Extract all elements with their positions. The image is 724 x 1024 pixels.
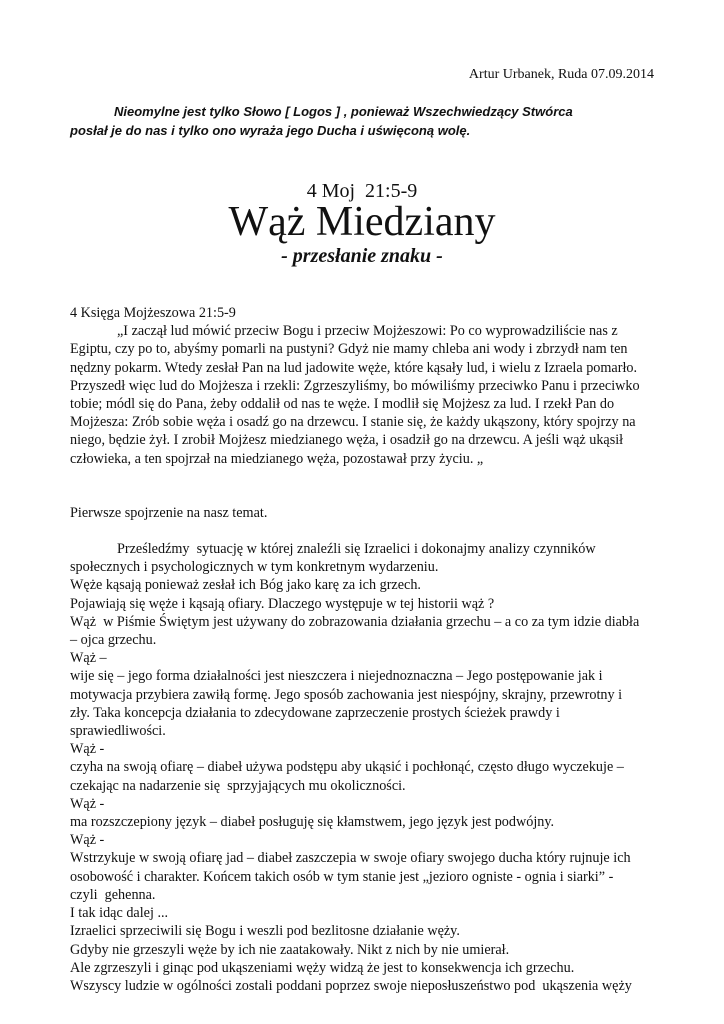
analysis-line: czekając na nadarzenie się sprzyjających mu okoliczności.	[70, 777, 406, 794]
analysis-line: sprawiedliwości.	[70, 723, 166, 740]
analysis-line: Pojawiają się węże i kąsają ofiary. Dlaczego występuje w tej historii wąż ?	[70, 595, 495, 612]
analysis-line: osobowość i charakter. Końcem takich osób w tym stanie jest „jezioro ogniste - ognia i siarki” -	[70, 868, 614, 885]
section-heading: Pierwsze spojrzenie na nasz temat.	[70, 504, 268, 521]
quote-source: 4 Księga Mojżeszowa 21:5-9	[70, 305, 236, 321]
analysis-line: Wąż –	[70, 650, 107, 667]
motto-line-2: posłał je do nas i tylko ono wyraża jego Ducha i uświęconą wolę.	[70, 123, 471, 138]
analysis-line: społecznych i psychologicznych w tym konkretnym wydarzeniu.	[70, 559, 439, 576]
analysis-line: Wąż w Piśmie Świętym jest używany do zobrazowania działania grzechu – a co za tym idzie diabła	[70, 613, 640, 630]
scripture-reference: 4 Moj 21:5-9	[306, 180, 418, 202]
quote-line: Egiptu, czy po to, abyśmy pomarli na pustyni? Gdyż nie mamy chleba ani wody i zbrzydł nam ten	[70, 341, 628, 358]
analysis-line: zły. Taka koncepcja działania to zdecydowane zaprzeczenie prostych ścieżek prawdy i	[70, 704, 560, 721]
quote-line: Mojżesza: Zrób sobie węża i osadź go na drzewcu. I stanie się, że każdy ukąszony, który spojrzy na	[70, 414, 636, 431]
analysis-line: Prześledźmy sytuację w której znaleźli się Izraelici i dokonajmy analizy czynników	[117, 541, 596, 558]
analysis-line: Węże kąsają ponieważ zesłał ich Bóg jako karę za ich grzech.	[70, 577, 421, 594]
document-body	[70, 304, 660, 995]
quote-line: tobie; módl się do Pana, żeby oddalił od nas te węże. I modlił się Mojżesz za lud. I rzekł Pan do	[70, 396, 615, 413]
analysis-line: czyha na swoją ofiarę – diabeł używa podstępu aby ukąsić i pochłonąć, często długo wyczekuje –	[70, 759, 624, 776]
analysis-line: Izraelici sprzeciwili się Bogu i weszli pod bezlitosne działanie węży.	[70, 923, 460, 940]
analysis-line: Wstrzykuje w swoją ofiarę jad – diabeł zaszczepia w swoje ofiary swojego ducha który rujnuje ich	[70, 850, 631, 867]
analysis-line: Gdyby nie grzeszyli węże by ich nie zaatakowały. Nikt z nich by nie umierał.	[70, 941, 510, 958]
quote-line: nędzny pokarm. Wtedy zesłał Pan na lud jadowite węże, które kąsały lud, i wielu z Izraela pomarło.	[70, 359, 638, 376]
quote-line: Przyszedł więc lud do Mojżesza i rzekli: Zgrzeszyliśmy, bo mówiliśmy przeciwko Panu i przeciwko	[70, 377, 640, 394]
quote-line: „I zaczął lud mówić przeciw Bogu i przeciw Mojżeszowi: Po co wyprowadziliście nas z	[117, 323, 618, 340]
analysis-line: Wszyscy ludzie w ogólności zostali poddani poprzez swoje nieposłuszeństwo pod ukąszenia węży	[70, 977, 632, 994]
quote-line: niego, będzie żył. I zrobił Mojżesz miedzianego węża, i osadził go na drzewcu. A jeśli wąż ukąsił	[70, 432, 624, 449]
motto	[70, 102, 654, 140]
motto-line-1: Nieomylne jest tylko Słowo [ Logos ] , ponieważ Wszechwiedzący Stwórca	[114, 104, 573, 119]
analysis-line: Wąż -	[70, 741, 105, 758]
analysis-line: ma rozszczepiony język – diabeł posługuję się kłamstwem, jego język jest podwójny.	[70, 814, 555, 831]
analysis-line: motywacja przybiera zawiłą formę. Jego sposób zachowania jest niespójny, skrajny, przewrotny i	[70, 686, 623, 703]
analysis-line: I tak idąc dalej ...	[70, 905, 169, 922]
analysis-line: – ojca grzechu.	[70, 632, 157, 649]
analysis-line: Wąż -	[70, 832, 105, 849]
author-date: Artur Urbanek, Ruda 07.09.2014	[468, 67, 654, 82]
analysis-line: Ale zgrzeszyli i ginąc pod ukąszeniami węży widzą że jest to konsekwencja ich grzechu.	[70, 959, 575, 976]
analysis-line: Wąż -	[70, 795, 105, 812]
quote-line: człowieka, a ten spojrzał na miedzianego węża, pozostawał przy życiu. „	[70, 450, 484, 467]
analysis-line: wije się – jego forma działalności jest nieszczera i niejednoznaczna – Jego postępowanie jak i	[70, 668, 603, 685]
analysis-line: czyli gehenna.	[70, 886, 156, 903]
page-title: Wąż Miedziany	[228, 199, 496, 245]
page-subtitle: - przesłanie znaku -	[281, 245, 443, 267]
